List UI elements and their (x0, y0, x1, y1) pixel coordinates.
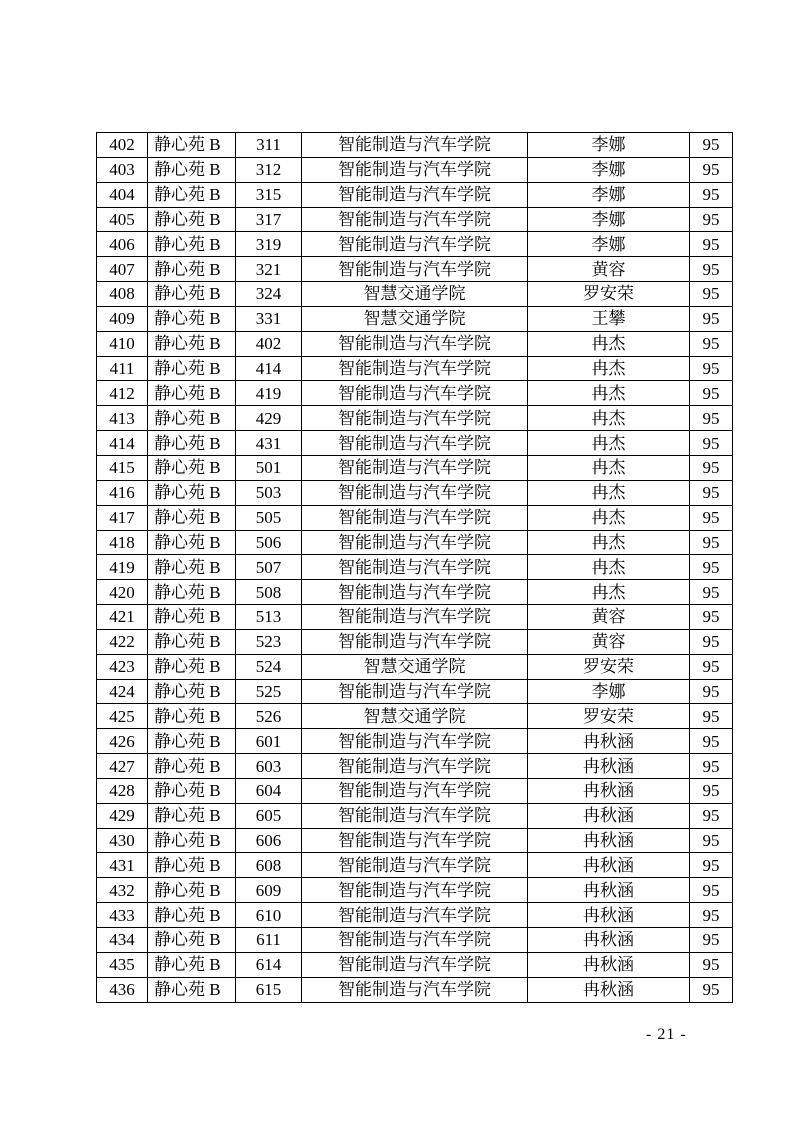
building-cell: 静心苑 B (148, 356, 236, 381)
seq-cell: 404 (97, 182, 148, 207)
score-cell: 95 (690, 754, 733, 779)
seq-cell: 419 (97, 555, 148, 580)
counselor-cell: 冉杰 (528, 480, 690, 505)
seq-cell: 407 (97, 257, 148, 282)
table-row (97, 381, 733, 406)
college-cell: 智能制造与汽车学院 (302, 928, 528, 953)
table-row (97, 207, 733, 232)
table-row (97, 133, 733, 158)
counselor-cell: 李娜 (528, 207, 690, 232)
counselor-cell: 冉秋涵 (528, 828, 690, 853)
building-cell: 静心苑 B (148, 803, 236, 828)
room-cell: 601 (236, 729, 302, 754)
college-cell: 智能制造与汽车学院 (302, 505, 528, 530)
counselor-cell: 冉杰 (528, 455, 690, 480)
score-cell: 95 (690, 729, 733, 754)
college-cell: 智慧交通学院 (302, 654, 528, 679)
table-row (97, 778, 733, 803)
college-cell: 智能制造与汽车学院 (302, 480, 528, 505)
counselor-cell: 王攀 (528, 306, 690, 331)
seq-cell: 402 (97, 133, 148, 158)
college-cell: 智能制造与汽车学院 (302, 331, 528, 356)
seq-cell: 410 (97, 331, 148, 356)
score-cell: 95 (690, 133, 733, 158)
building-cell: 静心苑 B (148, 133, 236, 158)
score-cell: 95 (690, 654, 733, 679)
counselor-cell: 冉秋涵 (528, 778, 690, 803)
building-cell: 静心苑 B (148, 903, 236, 928)
building-cell: 静心苑 B (148, 878, 236, 903)
seq-cell: 426 (97, 729, 148, 754)
college-cell: 智能制造与汽车学院 (302, 605, 528, 630)
seq-cell: 429 (97, 803, 148, 828)
room-cell: 523 (236, 629, 302, 654)
table-row (97, 580, 733, 605)
seq-cell: 436 (97, 977, 148, 1002)
seq-cell: 428 (97, 778, 148, 803)
college-cell: 智能制造与汽车学院 (302, 455, 528, 480)
room-cell: 513 (236, 605, 302, 630)
counselor-cell: 冉杰 (528, 431, 690, 456)
room-cell: 610 (236, 903, 302, 928)
room-cell: 331 (236, 306, 302, 331)
building-cell: 静心苑 B (148, 530, 236, 555)
seq-cell: 408 (97, 282, 148, 307)
building-cell: 静心苑 B (148, 331, 236, 356)
building-cell: 静心苑 B (148, 729, 236, 754)
score-cell: 95 (690, 828, 733, 853)
college-cell: 智能制造与汽车学院 (302, 356, 528, 381)
room-cell: 615 (236, 977, 302, 1002)
table-row (97, 928, 733, 953)
room-cell: 606 (236, 828, 302, 853)
counselor-cell: 冉秋涵 (528, 803, 690, 828)
building-cell: 静心苑 B (148, 778, 236, 803)
table-row (97, 356, 733, 381)
table-row (97, 406, 733, 431)
counselor-cell: 李娜 (528, 679, 690, 704)
college-cell: 智能制造与汽车学院 (302, 182, 528, 207)
room-cell: 608 (236, 853, 302, 878)
seq-cell: 425 (97, 704, 148, 729)
score-cell: 95 (690, 605, 733, 630)
table-row (97, 828, 733, 853)
college-cell: 智能制造与汽车学院 (302, 903, 528, 928)
table-row (97, 878, 733, 903)
building-cell: 静心苑 B (148, 928, 236, 953)
college-cell: 智能制造与汽车学院 (302, 629, 528, 654)
counselor-cell: 黄容 (528, 605, 690, 630)
counselor-cell: 冉秋涵 (528, 952, 690, 977)
table-row (97, 704, 733, 729)
counselor-cell: 冉秋涵 (528, 977, 690, 1002)
room-cell: 324 (236, 282, 302, 307)
seq-cell: 433 (97, 903, 148, 928)
building-cell: 静心苑 B (148, 754, 236, 779)
room-cell: 315 (236, 182, 302, 207)
seq-cell: 422 (97, 629, 148, 654)
score-cell: 95 (690, 455, 733, 480)
counselor-cell: 罗安荣 (528, 282, 690, 307)
counselor-cell: 冉杰 (528, 505, 690, 530)
college-cell: 智能制造与汽车学院 (302, 778, 528, 803)
counselor-cell: 冉杰 (528, 406, 690, 431)
counselor-cell: 冉杰 (528, 356, 690, 381)
score-cell: 95 (690, 704, 733, 729)
building-cell: 静心苑 B (148, 232, 236, 257)
college-cell: 智能制造与汽车学院 (302, 878, 528, 903)
table-row (97, 977, 733, 1002)
building-cell: 静心苑 B (148, 679, 236, 704)
seq-cell: 430 (97, 828, 148, 853)
score-cell: 95 (690, 157, 733, 182)
score-cell: 95 (690, 903, 733, 928)
table-row (97, 803, 733, 828)
table-row (97, 853, 733, 878)
table-row (97, 182, 733, 207)
seq-cell: 412 (97, 381, 148, 406)
college-cell: 智慧交通学院 (302, 306, 528, 331)
room-cell: 419 (236, 381, 302, 406)
college-cell: 智能制造与汽车学院 (302, 381, 528, 406)
score-cell: 95 (690, 406, 733, 431)
room-cell: 321 (236, 257, 302, 282)
table-row (97, 331, 733, 356)
college-cell: 智能制造与汽车学院 (302, 406, 528, 431)
table-body (97, 133, 733, 1003)
room-cell: 604 (236, 778, 302, 803)
score-cell: 95 (690, 257, 733, 282)
college-cell: 智能制造与汽车学院 (302, 679, 528, 704)
table-row (97, 729, 733, 754)
seq-cell: 406 (97, 232, 148, 257)
building-cell: 静心苑 B (148, 580, 236, 605)
score-cell: 95 (690, 878, 733, 903)
room-cell: 402 (236, 331, 302, 356)
counselor-cell: 李娜 (528, 157, 690, 182)
counselor-cell: 冉杰 (528, 555, 690, 580)
building-cell: 静心苑 B (148, 282, 236, 307)
seq-cell: 420 (97, 580, 148, 605)
room-cell: 507 (236, 555, 302, 580)
counselor-cell: 冉杰 (528, 331, 690, 356)
seq-cell: 416 (97, 480, 148, 505)
seq-cell: 415 (97, 455, 148, 480)
college-cell: 智能制造与汽车学院 (302, 977, 528, 1002)
score-cell: 95 (690, 207, 733, 232)
room-cell: 501 (236, 455, 302, 480)
building-cell: 静心苑 B (148, 853, 236, 878)
college-cell: 智能制造与汽车学院 (302, 853, 528, 878)
table-row (97, 282, 733, 307)
counselor-cell: 冉杰 (528, 381, 690, 406)
seq-cell: 434 (97, 928, 148, 953)
seq-cell: 413 (97, 406, 148, 431)
table-row (97, 157, 733, 182)
counselor-cell: 黄容 (528, 629, 690, 654)
room-cell: 312 (236, 157, 302, 182)
table-row (97, 232, 733, 257)
room-cell: 603 (236, 754, 302, 779)
score-cell: 95 (690, 480, 733, 505)
college-cell: 智能制造与汽车学院 (302, 729, 528, 754)
table-row (97, 629, 733, 654)
college-cell: 智能制造与汽车学院 (302, 803, 528, 828)
seq-cell: 435 (97, 952, 148, 977)
building-cell: 静心苑 B (148, 406, 236, 431)
college-cell: 智慧交通学院 (302, 282, 528, 307)
dormitory-score-table (96, 132, 733, 1003)
room-cell: 429 (236, 406, 302, 431)
building-cell: 静心苑 B (148, 505, 236, 530)
room-cell: 317 (236, 207, 302, 232)
score-cell: 95 (690, 679, 733, 704)
score-cell: 95 (690, 505, 733, 530)
score-cell: 95 (690, 282, 733, 307)
building-cell: 静心苑 B (148, 157, 236, 182)
room-cell: 611 (236, 928, 302, 953)
college-cell: 智慧交通学院 (302, 704, 528, 729)
building-cell: 静心苑 B (148, 977, 236, 1002)
counselor-cell: 罗安荣 (528, 654, 690, 679)
table-row (97, 480, 733, 505)
building-cell: 静心苑 B (148, 306, 236, 331)
counselor-cell: 李娜 (528, 232, 690, 257)
score-cell: 95 (690, 306, 733, 331)
college-cell: 智能制造与汽车学院 (302, 828, 528, 853)
college-cell: 智能制造与汽车学院 (302, 530, 528, 555)
room-cell: 506 (236, 530, 302, 555)
college-cell: 智能制造与汽车学院 (302, 952, 528, 977)
table-row (97, 257, 733, 282)
room-cell: 503 (236, 480, 302, 505)
score-cell: 95 (690, 977, 733, 1002)
counselor-cell: 冉秋涵 (528, 853, 690, 878)
seq-cell: 405 (97, 207, 148, 232)
table-row (97, 431, 733, 456)
building-cell: 静心苑 B (148, 207, 236, 232)
room-cell: 525 (236, 679, 302, 704)
counselor-cell: 冉秋涵 (528, 928, 690, 953)
score-cell: 95 (690, 182, 733, 207)
building-cell: 静心苑 B (148, 654, 236, 679)
seq-cell: 423 (97, 654, 148, 679)
counselor-cell: 冉秋涵 (528, 754, 690, 779)
page-number: - 21 - (646, 1026, 687, 1043)
building-cell: 静心苑 B (148, 455, 236, 480)
table-row (97, 654, 733, 679)
counselor-cell: 冉秋涵 (528, 878, 690, 903)
seq-cell: 411 (97, 356, 148, 381)
table-row (97, 455, 733, 480)
table-row (97, 679, 733, 704)
building-cell: 静心苑 B (148, 704, 236, 729)
score-cell: 95 (690, 928, 733, 953)
score-cell: 95 (690, 853, 733, 878)
college-cell: 智能制造与汽车学院 (302, 754, 528, 779)
score-cell: 95 (690, 381, 733, 406)
building-cell: 静心苑 B (148, 480, 236, 505)
building-cell: 静心苑 B (148, 431, 236, 456)
table-row (97, 903, 733, 928)
building-cell: 静心苑 B (148, 182, 236, 207)
room-cell: 526 (236, 704, 302, 729)
counselor-cell: 冉杰 (528, 580, 690, 605)
college-cell: 智能制造与汽车学院 (302, 580, 528, 605)
table-row (97, 605, 733, 630)
score-cell: 95 (690, 555, 733, 580)
building-cell: 静心苑 B (148, 629, 236, 654)
counselor-cell: 冉杰 (528, 530, 690, 555)
college-cell: 智能制造与汽车学院 (302, 431, 528, 456)
table-row (97, 754, 733, 779)
counselor-cell: 李娜 (528, 133, 690, 158)
room-cell: 431 (236, 431, 302, 456)
table-row (97, 555, 733, 580)
counselor-cell: 黄容 (528, 257, 690, 282)
seq-cell: 403 (97, 157, 148, 182)
room-cell: 505 (236, 505, 302, 530)
table-row (97, 505, 733, 530)
college-cell: 智能制造与汽车学院 (302, 157, 528, 182)
score-cell: 95 (690, 803, 733, 828)
score-cell: 95 (690, 431, 733, 456)
room-cell: 319 (236, 232, 302, 257)
seq-cell: 421 (97, 605, 148, 630)
room-cell: 524 (236, 654, 302, 679)
score-cell: 95 (690, 580, 733, 605)
building-cell: 静心苑 B (148, 257, 236, 282)
building-cell: 静心苑 B (148, 555, 236, 580)
building-cell: 静心苑 B (148, 952, 236, 977)
seq-cell: 427 (97, 754, 148, 779)
counselor-cell: 李娜 (528, 182, 690, 207)
college-cell: 智能制造与汽车学院 (302, 555, 528, 580)
room-cell: 414 (236, 356, 302, 381)
college-cell: 智能制造与汽车学院 (302, 133, 528, 158)
counselor-cell: 冉秋涵 (528, 729, 690, 754)
counselor-cell: 罗安荣 (528, 704, 690, 729)
score-cell: 95 (690, 530, 733, 555)
seq-cell: 424 (97, 679, 148, 704)
seq-cell: 432 (97, 878, 148, 903)
college-cell: 智能制造与汽车学院 (302, 257, 528, 282)
seq-cell: 414 (97, 431, 148, 456)
building-cell: 静心苑 B (148, 381, 236, 406)
room-cell: 311 (236, 133, 302, 158)
seq-cell: 418 (97, 530, 148, 555)
room-cell: 609 (236, 878, 302, 903)
seq-cell: 431 (97, 853, 148, 878)
score-cell: 95 (690, 629, 733, 654)
counselor-cell: 冉秋涵 (528, 903, 690, 928)
room-cell: 614 (236, 952, 302, 977)
seq-cell: 417 (97, 505, 148, 530)
building-cell: 静心苑 B (148, 828, 236, 853)
table-row (97, 530, 733, 555)
score-cell: 95 (690, 331, 733, 356)
college-cell: 智能制造与汽车学院 (302, 232, 528, 257)
table-row (97, 306, 733, 331)
room-cell: 508 (236, 580, 302, 605)
score-cell: 95 (690, 952, 733, 977)
college-cell: 智能制造与汽车学院 (302, 207, 528, 232)
table-row (97, 952, 733, 977)
score-cell: 95 (690, 356, 733, 381)
seq-cell: 409 (97, 306, 148, 331)
score-cell: 95 (690, 778, 733, 803)
room-cell: 605 (236, 803, 302, 828)
building-cell: 静心苑 B (148, 605, 236, 630)
score-cell: 95 (690, 232, 733, 257)
